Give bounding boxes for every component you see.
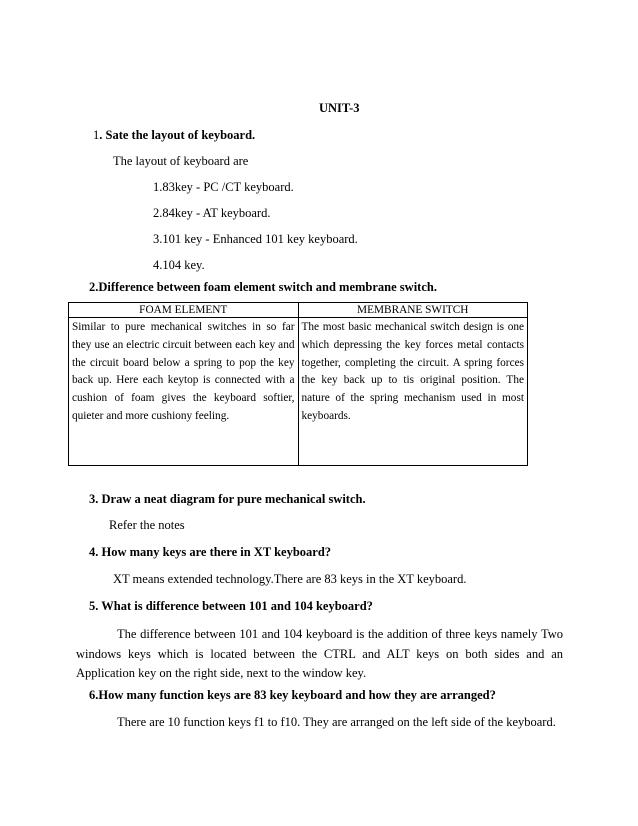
layout-item: 2.84key - AT keyboard. <box>153 206 271 220</box>
foam-element-cell: Similar to pure mechanical switches in so far they use an electric circuit between each key and the circuit board below a spring to pop the key back up. Here each keytop is connected with a cushion of foam gives the keyboard softier, quieter and more cushiony feeling. <box>69 318 299 466</box>
layout-item: 1.83key - PC /CT keyboard. <box>153 180 294 194</box>
membrane-switch-cell: The most basic mechanical switch design is one which depressing the key forces metal contacts together, completing the circuit. A spring forces the key back up to tis original position. The nature of the spring mechanism used in most keyboards. <box>298 318 528 466</box>
comparison-table <box>68 302 528 466</box>
question-1 <box>93 128 255 143</box>
answer-5: The difference between 101 and 104 keyboard is the addition of three keys namely Two windows keys which is located between the CTRL and ALT keys on both sides and an Application key on the right side, next to the window key. <box>76 627 563 680</box>
question-2: 2.Difference between foam element switch and membrane switch. <box>89 280 437 294</box>
answer-1-intro: The layout of keyboard are <box>113 154 249 168</box>
layout-item: 4.104 key. <box>153 258 205 272</box>
question-4: 4. How many keys are there in XT keyboard? <box>89 545 332 559</box>
question-5: 5. What is difference between 101 and 104 keyboard? <box>89 599 373 613</box>
answer-4: XT means extended technology.There are 83 keys in the XT keyboard. <box>113 572 467 586</box>
question-3: 3. Draw a neat diagram for pure mechanical switch. <box>89 492 366 506</box>
answer-6: There are 10 function keys f1 to f10. They are arranged on the left side of the keyboard. <box>117 715 556 729</box>
table-row <box>69 318 528 466</box>
table-header-foam: FOAM ELEMENT <box>69 303 299 318</box>
question-1-number: 1 <box>93 128 100 142</box>
layout-item: 3.101 key - Enhanced 101 key keyboard. <box>153 232 358 246</box>
unit-title: UNIT-3 <box>319 101 360 115</box>
question-1-text: . Sate the layout of keyboard. <box>99 128 256 142</box>
table-header-membrane: MEMBRANE SWITCH <box>298 303 528 318</box>
table-header-row <box>69 303 528 318</box>
question-6: 6.How many function keys are 83 key keyboard and how they are arranged? <box>89 688 496 702</box>
answer-3: Refer the notes <box>109 518 185 532</box>
